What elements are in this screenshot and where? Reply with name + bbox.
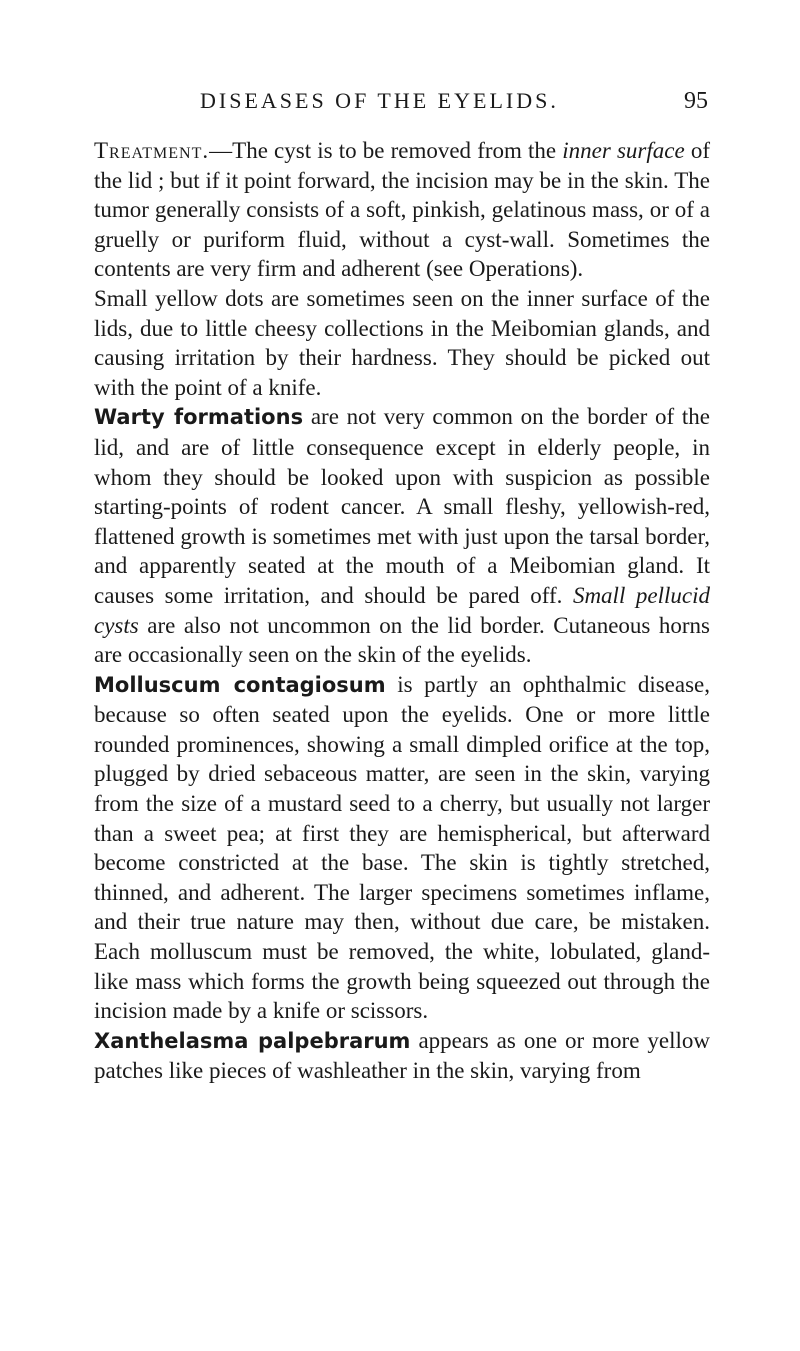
paragraph-text: Small yellow dots are sometimes seen on the inner surface of the lids, due to little cheesy collections in the Meibomian glands, and causing irritation by their hardness. They should be picked out with the point of a knife. [94,285,710,400]
paragraph-warty-formations [94,402,710,669]
paragraph-text: are also not uncommon on the lid border. Cutaneous horns are occasionally seen on the skin of the eyelids. [94,612,710,668]
paragraph-text: —The cyst is to be removed from the [209,138,563,163]
paragraph-lead: Treatment. [94,138,210,163]
running-head [200,86,708,116]
paragraph-xanthelasma [94,1026,710,1086]
paragraph-yellow-dots [94,284,710,402]
paragraph-lead: Molluscum contagiosum [94,672,386,697]
paragraph-lead: Warty formations [94,405,304,430]
paragraph-text: appears as one or more yellow patches like pieces of washleather in the skin, varying from [94,1027,711,1084]
paragraph-molluscum [94,670,710,1026]
paragraph-emphasis: inner surface [562,138,685,163]
running-title: DISEASES OF THE EYELIDS. [200,88,559,113]
paragraph-text: of the lid ; but if it point forward, the incision may be in the skin. The tumor generally consists of a soft, pinkish, gelatinous mass, or of a gruelly or puriform fluid, without a cyst-wall. Sometimes the contents are very firm and adherent (see Operations). [94,138,710,282]
page-number: 95 [684,88,708,114]
paragraph-text: is partly an ophthalmic disease, because so often seated upon the eyelids. One or more little rounded prominences, showing a small dimpled orifice at the top, plugged by dried sebaceous matter, are seen in the skin, varying from the size of a mustard seed to a cherry, but usually not larger than a sweet pea; at first they are hemispherical, but afterward become constricted at the base. The skin is tightly stretched, thinned, and adherent. The larger specimens sometimes inflame, and their true nature may then, without due care, be mistaken. Each molluscum must be removed, the white, lobulated, gland-like mass which forms the growth being squeezed out through the incision made by a knife or scissors. [94,671,710,1024]
paragraph-treatment [94,136,710,284]
paragraph-emphasis: Small pellucid cysts [94,582,710,638]
paragraph-text: are not very common on the border of the lid, and are of little consequence except in elderly people, in whom they should be looked upon with suspicion as possible starting-points of rodent cancer. A small fleshy, yellowish-red, flattened growth is sometimes met with just upon the tarsal border, and apparently seated at the mouth of a Meibomian gland. It causes some irritation, and should be pared off. [94,404,710,608]
body-text [94,136,710,1086]
paragraph-lead: Xanthelasma palpebrarum [94,1028,411,1053]
